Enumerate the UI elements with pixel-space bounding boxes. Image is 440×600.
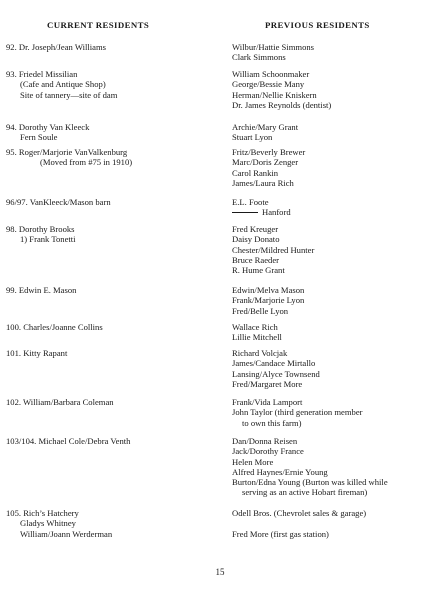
previous-residents-cell: Frank/Vida Lamport John Taylor (third generation member to own this farm)	[232, 397, 363, 428]
current-residents-cell: 96/97. VanKleeck/Mason barn	[6, 197, 111, 207]
current-residents-cell: 93. Friedel Missilian (Cafe and Antique Shop) Site of tannery—site of dam	[6, 69, 118, 100]
previous-residents-cell: Edwin/Melva Mason Frank/Marjorie Lyon Fred/Belle Lyon	[232, 285, 305, 316]
previous-residents-cell: Dan/Donna Reisen Jack/Dorothy France Helen More Alfred Haynes/Ernie Young Burton/Edna Young (Burton was killed while serving as an active Hobart fireman)	[232, 436, 388, 498]
previous-residents-cell: E.L. Foote Hanford	[232, 197, 291, 218]
header-previous-residents: PREVIOUS RESIDENTS	[265, 20, 370, 30]
current-residents-cell: 103/104. Michael Cole/Debra Venth	[6, 436, 131, 446]
header-current-residents: CURRENT RESIDENTS	[47, 20, 150, 30]
page-number: 15	[215, 567, 225, 577]
previous-residents-cell: William Schoonmaker George/Bessie Many Herman/Nellie Kniskern Dr. James Reynolds (dentist)	[232, 69, 332, 110]
previous-residents-cell: Archie/Mary Grant Stuart Lyon	[232, 122, 299, 143]
current-residents-cell: 100. Charles/Joanne Collins	[6, 322, 103, 332]
previous-residents-cell: Wilbur/Hattie Simmons Clark Simmons	[232, 42, 315, 63]
current-residents-cell: 102. William/Barbara Coleman	[6, 397, 114, 407]
previous-residents-cell: Richard Volcjak James/Candace Mirtallo Lansing/Alyce Townsend Fred/Margaret More	[232, 348, 320, 389]
current-residents-cell: 105. Rich’s Hatchery Gladys Whitney William/Joann Werderman	[6, 508, 113, 539]
previous-residents-cell: Fred Kreuger Daisy Donato Chester/Mildred Hunter Bruce Raeder R. Hume Grant	[232, 224, 315, 276]
blank-name-line	[232, 212, 258, 213]
current-residents-cell: 99. Edwin E. Mason	[6, 285, 77, 295]
current-residents-cell: 92. Dr. Joseph/Jean Williams	[6, 42, 106, 52]
current-residents-cell: 98. Dorothy Brooks 1) Frank Tonetti	[6, 224, 76, 245]
previous-residents-cell: Fritz/Beverly Brewer Marc/Doris Zenger Carol Rankin James/Laura Rich	[232, 147, 306, 188]
previous-residents-cell: Odell Bros. (Chevrolet sales & garage) Fred More (first gas station)	[232, 508, 367, 539]
previous-residents-cell: Wallace Rich Lillie Mitchell	[232, 322, 282, 343]
current-residents-cell: 101. Kitty Rapant	[6, 348, 68, 358]
current-residents-cell: 95. Roger/Marjorie VanValkenburg (Moved from #75 in 1910)	[6, 147, 133, 168]
current-residents-cell: 94. Dorothy Van Kleeck Fern Soule	[6, 122, 90, 143]
